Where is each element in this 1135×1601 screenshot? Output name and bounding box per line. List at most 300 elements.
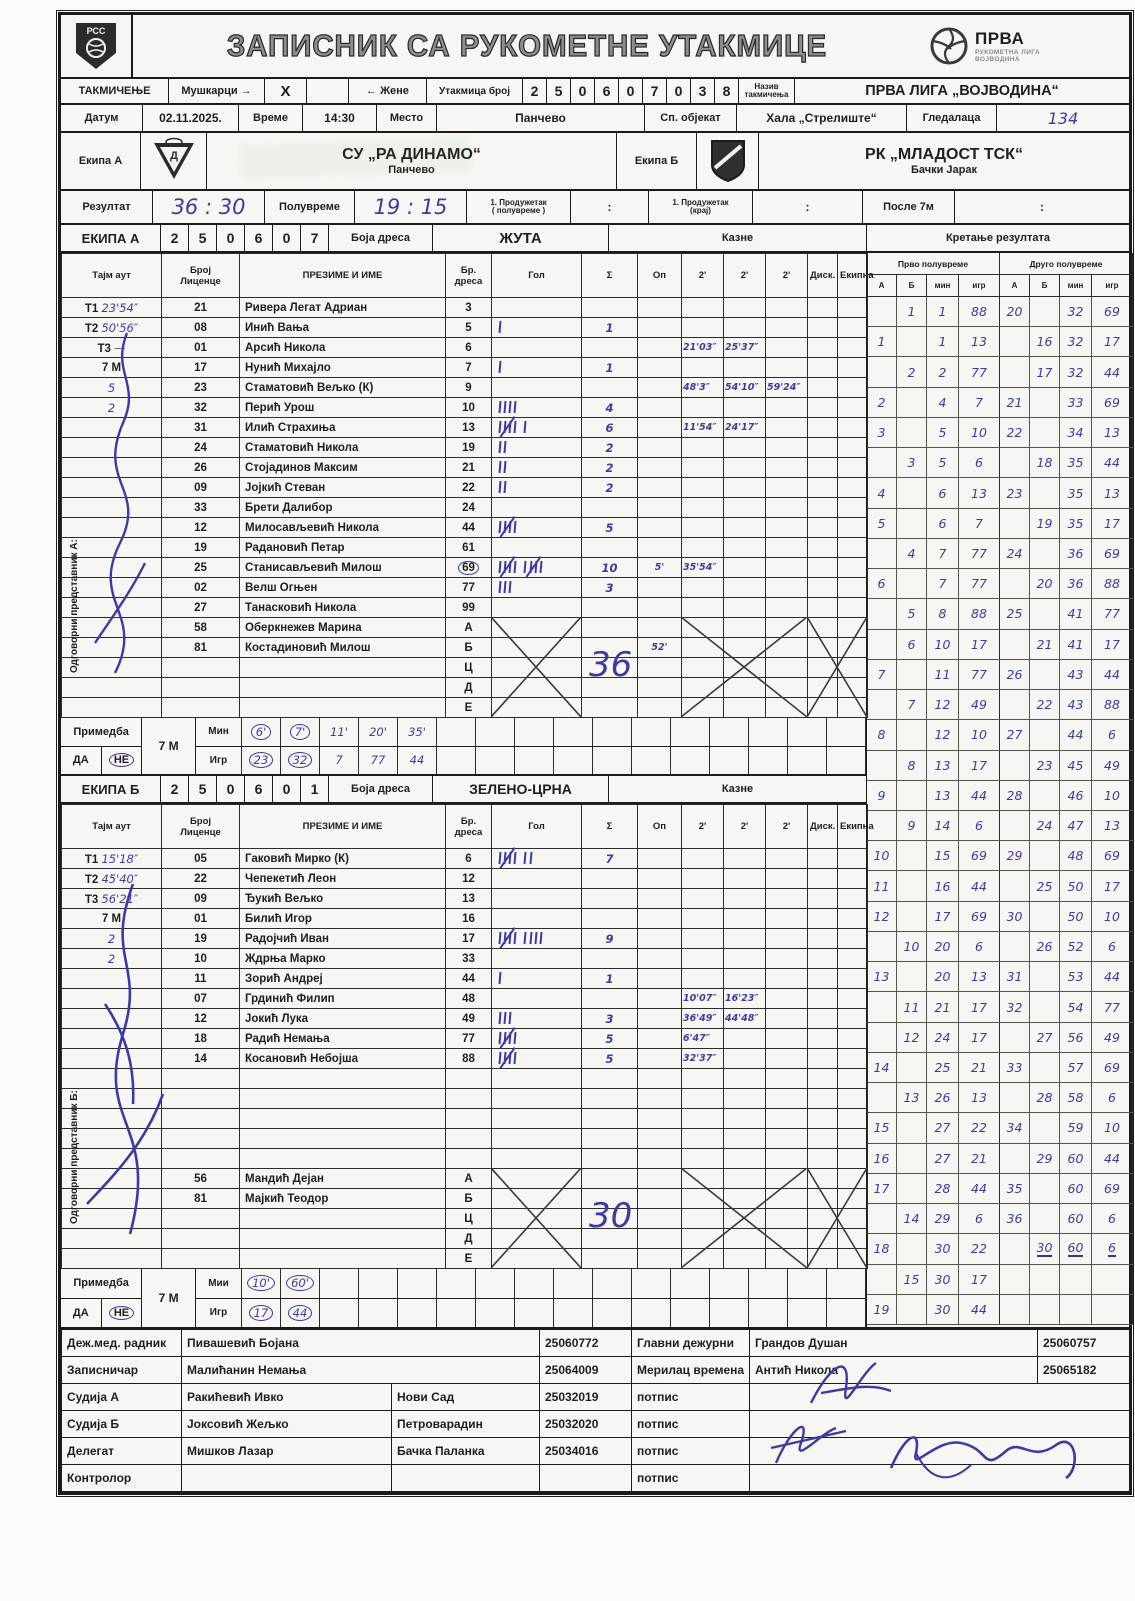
- team_a-player-row: [62, 458, 868, 478]
- team_b-player-row: [62, 929, 868, 949]
- score-value: [959, 357, 1000, 386]
- score-line: [867, 569, 1133, 599]
- tally-bar: [529, 932, 532, 944]
- score-value: [1060, 569, 1092, 598]
- disqualification-cell: [808, 538, 838, 558]
- jersey-number: 12: [462, 872, 475, 885]
- team_a-player-row: [62, 658, 868, 678]
- tally-bar: [508, 1032, 511, 1044]
- competition-row: [61, 79, 1129, 105]
- team-penalty-cell: [838, 458, 868, 478]
- warning-cell: [638, 618, 682, 638]
- score-value: [1060, 418, 1092, 447]
- team-b-min-cell: [281, 1269, 320, 1298]
- tally-bar: [514, 1052, 517, 1064]
- first-half-label: Прво полувреме: [867, 253, 1000, 274]
- license-cell: [162, 1069, 240, 1089]
- goals-cell: [492, 1069, 582, 1089]
- score-value: [1000, 478, 1030, 507]
- score-value: [897, 599, 927, 628]
- goal-tally: [497, 401, 518, 413]
- team_a-player-table: [61, 253, 874, 718]
- score-value: [867, 297, 897, 326]
- score-line: [867, 509, 1133, 539]
- after7m-label: После 7м: [863, 191, 955, 223]
- suspension-cell: [766, 929, 808, 949]
- score-value: [927, 841, 959, 870]
- goals-cell: [492, 1149, 582, 1169]
- suspension-cell: [724, 1149, 766, 1169]
- player-name-cell: Билић Игор: [240, 909, 446, 929]
- disqualification-cell: [808, 478, 838, 498]
- warning-cell: [638, 989, 682, 1009]
- goals-cell: [492, 678, 582, 698]
- tally-bar: [498, 852, 501, 864]
- tally-bar: [498, 1052, 501, 1064]
- score-value: [867, 871, 897, 900]
- score-number: 1: [938, 334, 947, 350]
- score-value: [1000, 690, 1030, 719]
- column-header: [808, 254, 838, 298]
- score-value: [1000, 357, 1030, 386]
- tally-bar: [503, 1012, 506, 1024]
- suspension-cell: [724, 598, 766, 618]
- score-number: 69: [971, 908, 987, 924]
- goals-cell: [492, 298, 582, 318]
- team_a-player-row: [62, 318, 868, 338]
- team-penalty-cell: [838, 869, 868, 889]
- score-number: 31: [1006, 969, 1023, 985]
- warning-cell: [638, 1069, 682, 1089]
- team-a-name-block: [207, 133, 617, 189]
- team_a-player-row: [62, 698, 868, 718]
- date-value: 02.11.2025.: [143, 105, 239, 131]
- team-a-band: [61, 225, 1129, 253]
- team-a-jersey-color: ЖУТА: [433, 225, 609, 251]
- player-name-cell: [240, 1249, 446, 1269]
- goals-sum-cell: [582, 1189, 638, 1209]
- disqualification-cell: [808, 318, 838, 338]
- timeout-cell: [62, 458, 162, 478]
- team-a-min-cell: [632, 718, 671, 746]
- score-number: 29: [1006, 848, 1023, 864]
- suspension-cell: [766, 518, 808, 538]
- jersey-number: Е: [464, 701, 473, 714]
- score-number: 30: [934, 1271, 951, 1287]
- score-value: [867, 539, 897, 568]
- player-name-cell: Илић Страхиња: [240, 418, 446, 438]
- license-cell: 05: [162, 849, 240, 869]
- official-number-2: 25060757: [1038, 1330, 1130, 1357]
- score-line: [867, 1144, 1133, 1174]
- license-cell: 18: [162, 1029, 240, 1049]
- score-value: [1030, 1295, 1060, 1324]
- score-value: [959, 1083, 1000, 1112]
- match-digit: 2: [523, 79, 547, 103]
- women-label: ← Жене: [349, 79, 427, 103]
- official-name-2: Грандов Душан: [750, 1330, 1038, 1357]
- score-value: [1030, 660, 1060, 689]
- jersey-cell: [446, 538, 492, 558]
- license-cell: [162, 1209, 240, 1229]
- score-value: [1060, 1023, 1092, 1052]
- suspension-cell: [724, 1189, 766, 1209]
- goals-sum-cell: [582, 538, 638, 558]
- warning-cell: [638, 438, 682, 458]
- score-number: 14: [873, 1059, 890, 1075]
- score-number: 17: [971, 636, 987, 652]
- spectators-label: Гледалаца: [907, 105, 997, 131]
- score-number: 22: [1036, 697, 1053, 713]
- score-value: [897, 1144, 927, 1173]
- tally-bar: [498, 401, 501, 413]
- score-number: 10: [903, 939, 920, 955]
- tally-bar: [508, 421, 511, 433]
- score-value: [897, 1113, 927, 1142]
- score-value: [927, 1204, 959, 1233]
- score-value: [1092, 660, 1133, 689]
- jersey-number: Ц: [464, 1212, 473, 1225]
- goals-sum-cell: [582, 1149, 638, 1169]
- column-header-line: Број: [189, 815, 212, 827]
- warning-cell: [638, 378, 682, 398]
- score-number: 9: [907, 818, 916, 834]
- time-value: 14:30: [303, 105, 377, 131]
- tally-bar: [539, 561, 542, 573]
- match-digit: 5: [547, 79, 571, 103]
- jersey-cell: [446, 969, 492, 989]
- goals-cell: [492, 1129, 582, 1149]
- score-value: [1030, 1204, 1060, 1233]
- timeout-cell: [62, 1049, 162, 1069]
- player-name-cell: Ривера Легат Адриан: [240, 298, 446, 318]
- warning-cell: [638, 1249, 682, 1269]
- score-value: [927, 327, 959, 356]
- player-name-cell: Арсић Никола: [240, 338, 446, 358]
- goal-tally: [497, 1032, 518, 1044]
- score-subcol-Б: Б: [897, 275, 927, 296]
- team-penalty-cell: [838, 929, 868, 949]
- goal-tally: [497, 852, 518, 864]
- tally-bar: [498, 441, 501, 453]
- score-number: 27: [934, 1120, 951, 1136]
- warning-cell: [638, 969, 682, 989]
- suspension-cell: [682, 518, 724, 538]
- team-a-min-value: 35': [408, 724, 426, 739]
- suspension-cell: [766, 1089, 808, 1109]
- goal-tally: [497, 421, 518, 433]
- score-number: 44: [971, 1301, 987, 1317]
- suspension-cell: 35'54″: [682, 558, 724, 578]
- team-b-igr-label: Игр: [196, 1299, 242, 1328]
- warning-cell: [638, 418, 682, 438]
- license-cell: 33: [162, 498, 240, 518]
- column-header-line: Гол: [528, 270, 545, 281]
- competition-name: ПРВА ЛИГА „ВОЈВОДИНА“: [865, 83, 1059, 99]
- team-b-igr-cell: [671, 1299, 710, 1328]
- player-name-cell: Зорић Андреј: [240, 969, 446, 989]
- score-line: [867, 841, 1133, 871]
- suspension-cell: [724, 438, 766, 458]
- team-penalty-cell: [838, 418, 868, 438]
- suspension-cell: 6'47″: [682, 1029, 724, 1049]
- suspension-cell: [766, 298, 808, 318]
- column-header: [838, 254, 874, 298]
- goals-cell: [492, 869, 582, 889]
- warning-cell: [638, 929, 682, 949]
- suspension-cell: [724, 909, 766, 929]
- footer-row: [62, 1384, 1130, 1411]
- goal-tally: [497, 361, 502, 373]
- suspension-cell: [682, 618, 724, 638]
- team-penalty-cell: [838, 598, 868, 618]
- score-number: 17: [971, 1029, 987, 1045]
- timeout-cell: [62, 398, 162, 418]
- score-value: [959, 720, 1000, 749]
- score-value: [1092, 1234, 1133, 1263]
- match-digit: 0: [571, 79, 595, 103]
- team-a-igr-row: [196, 747, 866, 775]
- tally-bar: [503, 481, 506, 493]
- tally-bar: [503, 1052, 506, 1064]
- warning-cell: [638, 1109, 682, 1129]
- score-value: [867, 1265, 897, 1294]
- disqualification-cell: [808, 1009, 838, 1029]
- suspension-cell: [682, 438, 724, 458]
- suspension-cell: [682, 909, 724, 929]
- goals-cell: [492, 438, 582, 458]
- suspension-cell: [682, 869, 724, 889]
- team_a-player-row: [62, 598, 868, 618]
- score-line: [867, 478, 1133, 508]
- suspension-cell: 21'03″: [682, 338, 724, 358]
- score-number: 17: [1104, 334, 1120, 350]
- jersey-number: 6: [465, 341, 472, 354]
- suspension-cell: [766, 889, 808, 909]
- team-b-igr-cell: [515, 1299, 554, 1328]
- jersey-number: 16: [462, 912, 475, 925]
- score-value: [1060, 781, 1092, 810]
- disqualification-cell: [808, 989, 838, 1009]
- tally-bar: [524, 421, 527, 433]
- score-number: 44: [971, 878, 987, 894]
- goals-sum-cell: [582, 378, 638, 398]
- suspension-cell: [766, 558, 808, 578]
- goals-cell: [492, 1049, 582, 1069]
- team-penalty-cell: [838, 1129, 868, 1149]
- score-value: [1030, 539, 1060, 568]
- team_b-total-goals: 30: [589, 1196, 633, 1236]
- score-value: [927, 1053, 959, 1082]
- player-name-cell: Костадиновић Милош: [240, 638, 446, 658]
- column-header-line: 2': [698, 821, 707, 832]
- score-value: [959, 871, 1000, 900]
- score-number: 4: [907, 545, 916, 561]
- score-number: 17: [1036, 364, 1053, 380]
- team-b-badge-icon: [709, 138, 747, 184]
- warning-cell: [638, 398, 682, 418]
- score-number: 18: [1036, 455, 1053, 471]
- team-b-remark-left: [61, 1269, 142, 1327]
- score-number: 7: [907, 697, 916, 713]
- score-value: [927, 509, 959, 538]
- license-cell: [162, 1089, 240, 1109]
- suspension-cell: [724, 638, 766, 658]
- jersey-cell: [446, 658, 492, 678]
- score-value: [927, 1265, 959, 1294]
- goal-tally: [497, 461, 507, 473]
- team-penalty-cell: [838, 849, 868, 869]
- tally-bar: [508, 581, 511, 593]
- disqualification-cell: [808, 578, 838, 598]
- team-a-band-label: ЕКИПА А: [61, 225, 161, 251]
- license-cell: 32: [162, 398, 240, 418]
- suspension-cell: [766, 849, 808, 869]
- jersey-number: 13: [462, 421, 475, 434]
- team-a-logo: [141, 133, 207, 189]
- suspension-cell: [682, 1129, 724, 1149]
- score-number: 12: [934, 697, 951, 713]
- score-value: [1092, 1265, 1133, 1294]
- score-value: [959, 448, 1000, 477]
- official-role: Делегат: [62, 1438, 182, 1465]
- score-number: 36: [1067, 545, 1084, 561]
- official-role-2: Мерилац времена: [632, 1357, 750, 1384]
- team_a-player-row: [62, 478, 868, 498]
- warning-cell: [638, 1209, 682, 1229]
- team_b-player-row: [62, 1009, 868, 1029]
- suspension-cell: [766, 398, 808, 418]
- score-number: 29: [1036, 1150, 1053, 1166]
- score-value: [927, 1295, 959, 1324]
- suspension-cell: [682, 478, 724, 498]
- disqualification-cell: [808, 1109, 838, 1129]
- score-value: [1060, 327, 1092, 356]
- tally-bar: [508, 1052, 511, 1064]
- tally-bar: [503, 932, 506, 944]
- team-b-digit: 6: [245, 776, 273, 802]
- score-value: [897, 1265, 927, 1294]
- suspension-cell: [724, 458, 766, 478]
- suspension-cell: [766, 969, 808, 989]
- tally-bar: [529, 852, 532, 864]
- disqualification-cell: [808, 498, 838, 518]
- player-name-cell: Брети Далибор: [240, 498, 446, 518]
- warning-cell: [638, 1189, 682, 1209]
- score-value: [1060, 992, 1092, 1021]
- player-name-cell: Стаматовић Вељко (К): [240, 378, 446, 398]
- timeout-cell: [62, 1009, 162, 1029]
- disqualification-cell: [808, 378, 838, 398]
- suspension-cell: [766, 1029, 808, 1049]
- team_b-player-row: [62, 909, 868, 929]
- score-value: [1030, 1053, 1060, 1082]
- score-number: 7: [938, 576, 947, 592]
- score-value: [1000, 297, 1030, 326]
- tally-bar: [498, 461, 501, 473]
- score-value: [1000, 569, 1030, 598]
- team-a-7m-label: 7 М: [142, 718, 196, 774]
- score-value: [1030, 811, 1060, 840]
- score-value: [1060, 902, 1092, 931]
- suspension-cell: [682, 889, 724, 909]
- license-cell: 09: [162, 478, 240, 498]
- team-b-label: Екипа Б: [617, 133, 697, 189]
- score-value: [927, 630, 959, 659]
- score-number: 26: [1036, 939, 1053, 955]
- score-value: [1092, 811, 1133, 840]
- team-b-min-row: [196, 1269, 866, 1299]
- score-value: [927, 539, 959, 568]
- official-city: Нови Сад: [392, 1384, 540, 1411]
- team-penalty-cell: [838, 498, 868, 518]
- goals-cell: [492, 358, 582, 378]
- signature-space: [750, 1384, 1130, 1411]
- team-b-igr-cell: [359, 1299, 398, 1328]
- team-b-min-cell: [788, 1269, 827, 1298]
- suspension-cell: [724, 678, 766, 698]
- score-subcol-игр: игр: [1092, 275, 1133, 296]
- timeout-time: 2: [107, 400, 116, 415]
- score-number: 1: [877, 334, 886, 350]
- score-value: [897, 478, 927, 507]
- score-value: [897, 448, 927, 477]
- score-value: [1030, 962, 1060, 991]
- score-number: 6: [975, 1211, 983, 1227]
- score-value: [1000, 448, 1030, 477]
- team-penalty-cell: [838, 318, 868, 338]
- column-header: [682, 805, 724, 849]
- suspension-cell: [682, 658, 724, 678]
- score-value: [1092, 690, 1133, 719]
- score-value: [927, 781, 959, 810]
- team-a-band-digits: [161, 225, 329, 251]
- score-number: 14: [903, 1211, 920, 1227]
- suspension-cell: [724, 949, 766, 969]
- score-value: [1000, 509, 1030, 538]
- team-a-remark-yes: ДА: [61, 747, 102, 775]
- jersey-cell: [446, 478, 492, 498]
- player-name-cell: [240, 658, 446, 678]
- details-row: [61, 105, 1129, 133]
- score-value: [927, 720, 959, 749]
- score-subcol-мин: мин: [1060, 275, 1092, 296]
- footer-row: [62, 1465, 1130, 1492]
- suspension-cell: [724, 869, 766, 889]
- score-value: [927, 1234, 959, 1263]
- score-number: 77: [971, 545, 987, 561]
- score-line: [867, 1204, 1133, 1234]
- team-a-digit: 6: [245, 225, 273, 251]
- score-number: 13: [971, 334, 987, 350]
- score-number: 13: [1104, 818, 1120, 834]
- disqualification-cell: [808, 418, 838, 438]
- suspension-cell: [766, 318, 808, 338]
- score-number: 69: [1104, 1180, 1120, 1196]
- score-value: [1092, 932, 1133, 961]
- score-value: [1030, 418, 1060, 447]
- team-b-name-block: [759, 133, 1129, 189]
- team-a-digit: 7: [301, 225, 329, 251]
- goals-sum-cell: [582, 338, 638, 358]
- warning-cell: [638, 458, 682, 478]
- team_b-player-row: [62, 1149, 868, 1169]
- score-value: [1000, 871, 1030, 900]
- official-role: Деж.мед. радник: [62, 1330, 182, 1357]
- jersey-cell: [446, 1169, 492, 1189]
- venue-value: Хала „Стрелиште“: [737, 105, 907, 131]
- team-b-min-cell: [554, 1269, 593, 1298]
